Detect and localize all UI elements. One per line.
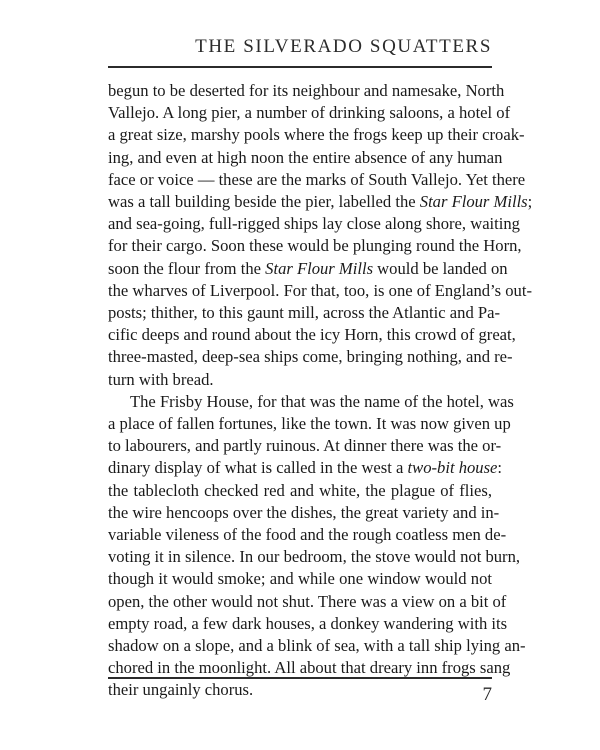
- text-run: would be landed on: [373, 258, 508, 278]
- text-line: [108, 147, 503, 169]
- paragraph: [108, 391, 526, 702]
- text-line: [108, 413, 511, 435]
- text-line: [108, 346, 513, 368]
- text-run: The Frisby House, for that was the name of the hotel, was: [130, 391, 514, 411]
- text-line: [108, 302, 501, 324]
- text-line: [108, 435, 502, 457]
- text-line: [108, 679, 492, 701]
- text-run: a place of fallen fortunes, like the town. It was now given up: [108, 414, 511, 434]
- text-run: begun to be deserted for its neighbour and namesake, North: [108, 81, 505, 100]
- text-run: Vallejo. A long pier, a number of drinking saloons, a hotel of: [108, 103, 511, 123]
- text-run: their ungainly chorus.: [108, 680, 254, 700]
- text-line: [108, 391, 514, 413]
- text-run: variable vileness of the food and the rough coatless men de-: [108, 525, 507, 545]
- text-line: [108, 258, 508, 280]
- text-line: [108, 80, 505, 102]
- text-run: ing, and even at high noon the entire absence of any human: [108, 147, 503, 167]
- text-run: turn with bread.: [108, 369, 214, 389]
- text-run: posts; thither, to this gaunt mill, across the Atlantic and Pa-: [108, 303, 501, 323]
- text-run: the wharves of Liverpool. For that, too, is one of England’s out-: [108, 280, 532, 300]
- body-text: [108, 80, 533, 702]
- text-line: [108, 280, 532, 302]
- text-line: [108, 324, 516, 346]
- text-run: to labourers, and partly ruinous. At dinner there was the or-: [108, 436, 502, 456]
- footer-rule: [108, 677, 492, 679]
- text-line: [108, 124, 525, 146]
- text-line: [108, 524, 507, 546]
- text-line: [108, 369, 492, 391]
- header-rule: [108, 66, 492, 68]
- text-line: [108, 213, 520, 235]
- italic-text: two-bit house: [407, 458, 498, 478]
- text-run: face or voice — these are the marks of South Vallejo. Yet there: [108, 169, 526, 189]
- text-run: empty road, a few dark houses, a donkey wandering with its: [108, 613, 508, 633]
- text-run: dinary display of what is called in the west a: [108, 458, 408, 478]
- text-run: and sea-going, full-rigged ships lay close along shore, waiting: [108, 214, 520, 234]
- text-run: :: [497, 458, 503, 478]
- page-number: 7: [482, 684, 492, 705]
- text-line: [108, 568, 492, 590]
- text-run: shadow on a slope, and a blink of sea, with a tall ship lying an-: [108, 636, 526, 656]
- text-run: ;: [527, 192, 533, 212]
- text-run: for their cargo. Soon these would be plunging round the Horn,: [108, 236, 522, 256]
- text-run: the wire hencoops over the dishes, the great variety and in-: [108, 502, 500, 522]
- text-line: [108, 235, 522, 257]
- text-run: soon the flour from the: [108, 258, 266, 278]
- text-run: was a tall building beside the pier, labelled the: [108, 192, 420, 212]
- text-line: [108, 102, 511, 124]
- text-line: [108, 457, 503, 479]
- running-head: THE SILVERADO SQUATTERS: [195, 36, 492, 57]
- text-line: [108, 480, 492, 502]
- text-line: [108, 613, 508, 635]
- text-run: voting it in silence. In our bedroom, the stove would not burn,: [108, 547, 521, 567]
- italic-text: Star Flour Mills: [419, 192, 528, 212]
- text-run: chored in the moonlight. All about that dreary inn frogs sang: [108, 658, 511, 678]
- italic-text: Star Flour Mills: [265, 258, 374, 278]
- text-run: cific deeps and round about the icy Horn, this crowd of great,: [108, 325, 516, 345]
- text-run: three-masted, deep-sea ships come, bringing nothing, and re-: [108, 347, 513, 367]
- text-line: [108, 191, 533, 213]
- paragraph: [108, 80, 533, 391]
- text-run: a great size, marshy pools where the frogs keep up their croak-: [108, 125, 525, 145]
- text-line: [108, 591, 507, 613]
- text-line: [108, 502, 500, 524]
- text-run: though it would smoke; and while one window would not: [108, 569, 492, 589]
- text-run: the tablecloth checked red and white, the plague of flies,: [108, 480, 492, 500]
- text-line: [108, 635, 526, 657]
- text-run: open, the other would not shut. There was a view on a bit of: [108, 591, 507, 611]
- text-line: [108, 169, 526, 191]
- text-line: [108, 546, 521, 568]
